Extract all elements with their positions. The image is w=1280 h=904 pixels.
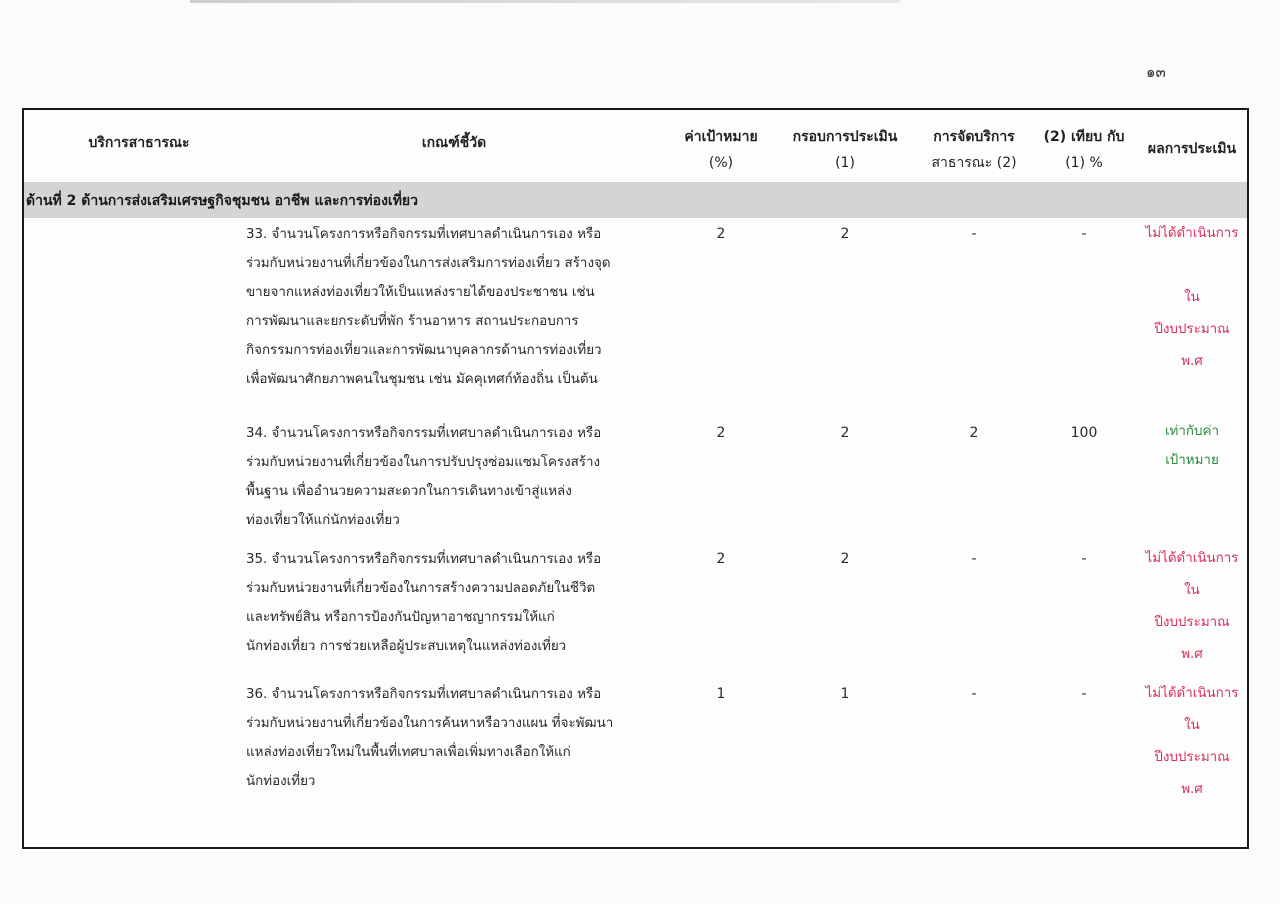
result-line: ใน	[1184, 583, 1200, 598]
indicator-line: และทรัพย์สิน หรือการป้องกันปัญหาอาชญากรรมให้แก่	[246, 610, 555, 625]
header-compare	[1032, 124, 1136, 176]
result-line: ใน	[1184, 290, 1200, 305]
header-provision-line2: สาธารณะ (2)	[931, 155, 1017, 171]
indicator-line: 34. จำนวนโครงการหรือกิจกรรมที่เทศบาลดำเนินการเอง หรือ	[246, 426, 602, 441]
result-line	[1136, 250, 1248, 282]
scan-edge-mark	[190, 0, 900, 3]
indicator-text	[246, 419, 676, 535]
result-line: ปีงบประมาณ	[1154, 750, 1230, 765]
provision-value: -	[971, 686, 977, 702]
indicator-line: แหล่งท่องเที่ยวใหม่ในพื้นที่เทศบาลเพื่อเพิ่มทางเลือกให้แก่	[246, 745, 571, 760]
result-status	[1136, 543, 1248, 671]
indicator-line: ขายจากแหล่งท่องเที่ยวให้เป็นแหล่งรายได้ของประชาชน เช่น	[246, 285, 595, 300]
result-line: ไม่ได้ดำเนินการ	[1145, 686, 1239, 701]
compare-value: -	[1081, 551, 1087, 567]
section-title: ด้านที่ 2 ด้านการส่งเสริมเศรษฐกิจชุมชน อาชีพ และการท่องเที่ยว	[26, 193, 418, 209]
result-line: พ.ศ	[1181, 647, 1203, 662]
result-line: ใน	[1184, 718, 1200, 733]
header-frame	[780, 124, 910, 176]
header-compare-line1: (2) เทียบ กับ	[1043, 129, 1125, 145]
provision-value: 2	[969, 425, 979, 441]
header-result: ผลการประเมิน	[1147, 141, 1237, 157]
header-service: บริการสาธารณะ	[88, 135, 190, 151]
indicator-text	[246, 545, 676, 661]
indicator-line: ร่วมกับหน่วยงานที่เกี่ยวข้องในการค้นหาหรือวางแผน ที่จะพัฒนา	[246, 716, 614, 731]
header-provision	[914, 124, 1034, 176]
header-target-line2: (%)	[708, 155, 734, 171]
result-line: ไม่ได้ดำเนินการ	[1145, 226, 1239, 241]
header-compare-line2: (1) %	[1065, 155, 1103, 171]
header-indicator: เกณฑ์ชี้วัด	[421, 135, 487, 151]
indicator-line: นักท่องเที่ยว การช่วยเหลือผู้ประสบเหตุในแหล่งท่องเที่ยว	[246, 639, 567, 654]
target-value: 2	[716, 551, 726, 567]
result-status	[1136, 417, 1248, 475]
table-header	[24, 110, 1247, 182]
result-line: เป้าหมาย	[1165, 453, 1219, 468]
header-provision-line1: การจัดบริการ	[933, 129, 1015, 145]
header-target	[667, 124, 775, 176]
header-frame-line1: กรอบการประเมิน	[792, 129, 898, 145]
frame-value: 2	[840, 551, 850, 567]
frame-value: 2	[840, 226, 850, 242]
indicator-line: เพื่อพัฒนาศักยภาพคนในชุมชน เช่น มัคคุเทศก์ท้องถิ่น เป็นต้น	[246, 372, 598, 387]
frame-value: 2	[840, 425, 850, 441]
frame-value: 1	[840, 686, 850, 702]
indicator-line: กิจกรรมการท่องเที่ยวและการพัฒนาบุคลากรด้านการท่องเที่ยว	[246, 343, 602, 358]
target-value: 2	[716, 425, 726, 441]
result-line: เท่ากับค่า	[1164, 424, 1219, 439]
indicator-line: นักท่องเที่ยว	[246, 774, 316, 789]
target-value: 1	[716, 686, 726, 702]
indicator-line: พื้นฐาน เพื่ออำนวยความสะดวกในการเดินทางเข้าสู่แหล่ง	[246, 484, 572, 499]
indicator-line: ท่องเที่ยวให้แก่นักท่องเที่ยว	[246, 513, 400, 528]
indicator-line: การพัฒนาและยกระดับที่พัก ร้านอาหาร สถานประกอบการ	[246, 314, 579, 329]
evaluation-table	[22, 108, 1249, 849]
header-target-line1: ค่าเป้าหมาย	[684, 129, 758, 145]
provision-value: -	[971, 226, 977, 242]
compare-value: -	[1081, 686, 1087, 702]
indicator-line: 33. จำนวนโครงการหรือกิจกรรมที่เทศบาลดำเนินการเอง หรือ	[246, 227, 602, 242]
compare-value: -	[1081, 226, 1087, 242]
result-status	[1136, 678, 1248, 806]
result-status	[1136, 218, 1248, 378]
result-line: ไม่ได้ดำเนินการ	[1145, 551, 1239, 566]
result-line: พ.ศ	[1181, 782, 1203, 797]
indicator-text	[246, 680, 676, 796]
result-line: ปีงบประมาณ	[1154, 322, 1230, 337]
header-frame-line2: (1)	[835, 155, 855, 171]
result-line: ปีงบประมาณ	[1154, 615, 1230, 630]
page-number: ๑๓	[1146, 63, 1166, 81]
indicator-line: 35. จำนวนโครงการหรือกิจกรรมที่เทศบาลดำเนินการเอง หรือ	[246, 552, 602, 567]
indicator-line: ร่วมกับหน่วยงานที่เกี่ยวข้องในการปรับปรุงซ่อมแซมโครงสร้าง	[246, 455, 601, 470]
provision-value: -	[971, 551, 977, 567]
indicator-line: ร่วมกับหน่วยงานที่เกี่ยวข้องในการส่งเสริมการท่องเที่ยว สร้างจุด	[246, 256, 611, 271]
result-line: พ.ศ	[1181, 354, 1203, 369]
indicator-line: 36. จำนวนโครงการหรือกิจกรรมที่เทศบาลดำเนินการเอง หรือ	[246, 687, 602, 702]
indicator-line: ร่วมกับหน่วยงานที่เกี่ยวข้องในการสร้างความปลอดภัยในชีวิต	[246, 581, 596, 596]
indicator-text	[246, 220, 676, 394]
target-value: 2	[716, 226, 726, 242]
compare-value: 100	[1070, 425, 1098, 441]
section-band	[24, 182, 1247, 218]
